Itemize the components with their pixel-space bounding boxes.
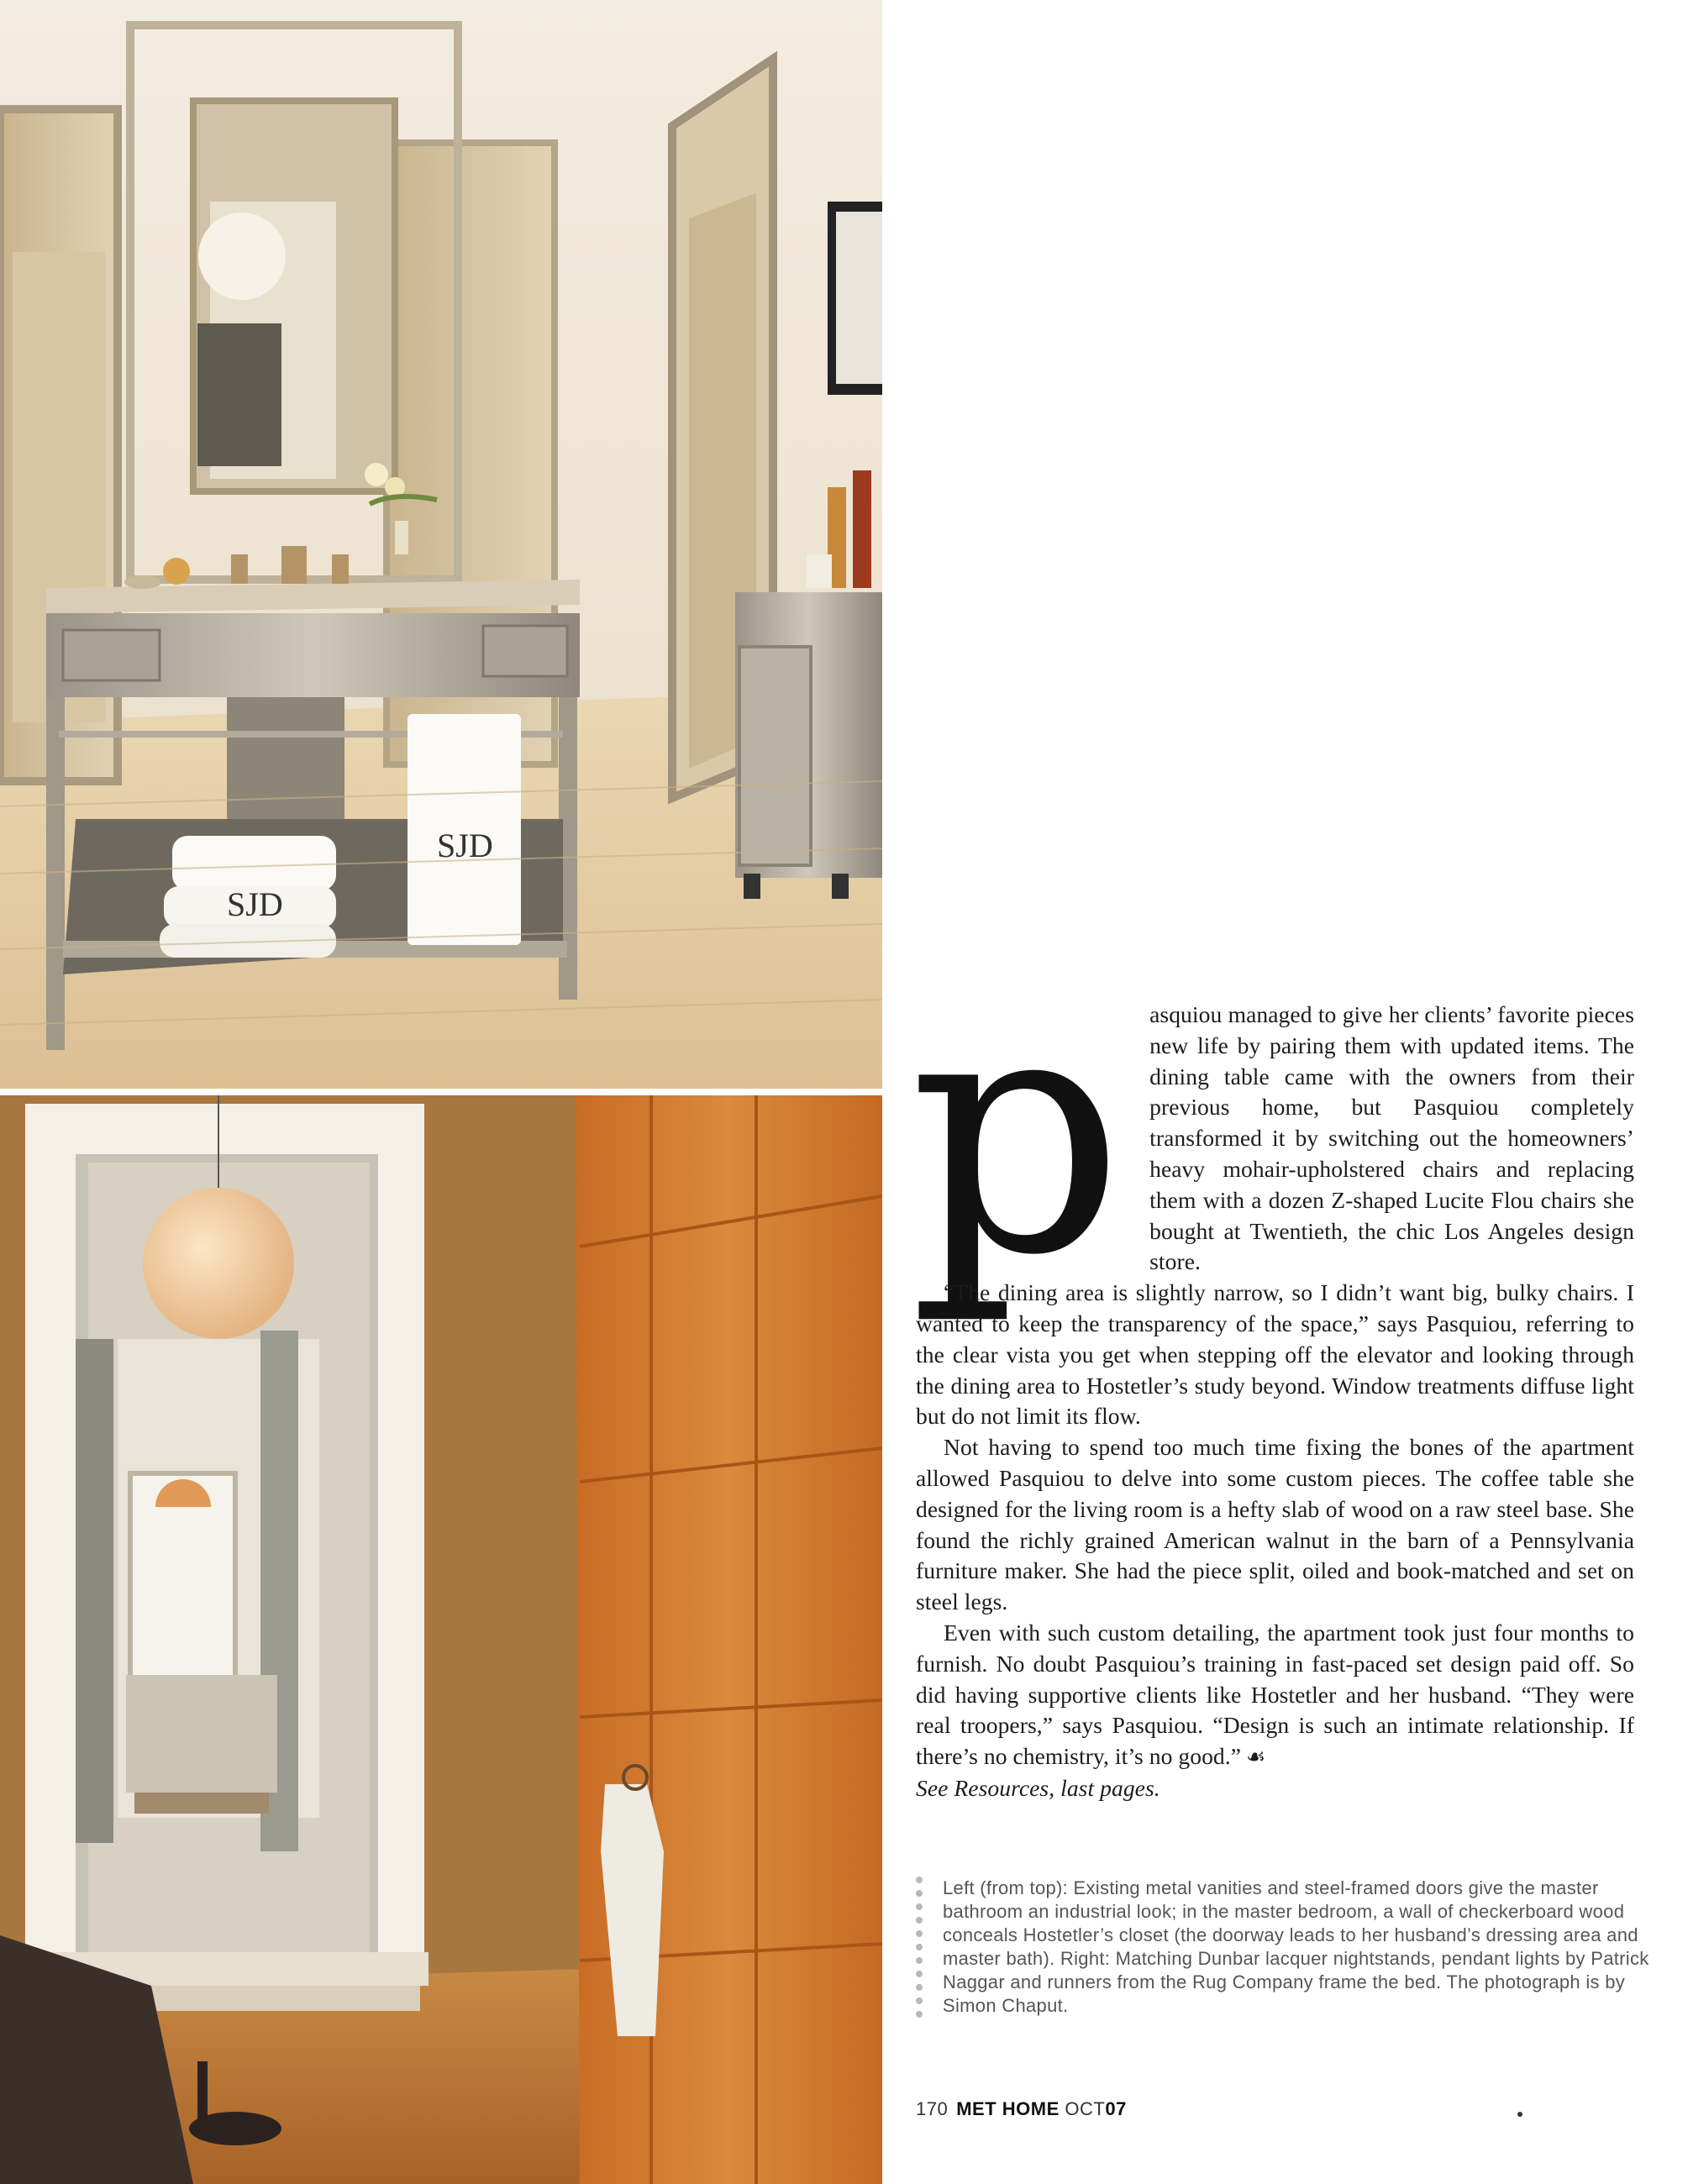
article-body [909,938,1634,1804]
resources-note: See Resources, last pages. [916,1774,1160,1801]
end-mark-icon: ☙ [1246,1745,1266,1770]
issue-year: 07 [1105,2098,1127,2119]
svg-text:SJD: SJD [227,885,283,923]
magazine-name: MET HOME [956,2098,1060,2119]
article-paragraph: Not having to spend too much time fixing the bones of the apartment allowed Pasquiou to delve into some custom pieces. The coffee table she designed for the living room is a hefty slab of wood on a raw steel base. She found the richly grained American walnut in the barn of a Pennsylvania furniture maker. She had the piece split, oiled and book-matched and set on steel legs. [916,1434,1634,1615]
page-footer [916,2098,1127,2120]
bedroom-closet-photo [0,1095,882,2184]
svg-text:SJD: SJD [437,827,493,864]
photo-caption: Left (from top): Existing metal vanities and steel-framed doors give the master bathroom an industrial look; in the master bedroom, a wall of checkerboard wood conceals Hostetler’s closet (the doorway leads to her husband’s dressing area and master bath). Right: Matching Dunbar lacquer nightstands, pendant lights by Patrick Naggar and runners from the Rug Company frame the bed. The photograph is by Simon Chaput. [916,1877,1661,2018]
page-mark-dot [1517,2112,1522,2117]
issue-month: OCT [1065,2098,1106,2119]
article-paragraph: “The dining area is slightly narrow, so I didn’t want big, bulky chairs. I wanted to keep the transparency of the space,” says Pasquiou, referring to the clear vista you get when stepping off the elevator and looking through the dining area to Hostetler’s study beyond. Window treatments diffuse light but do not limit its flow. [916,1279,1634,1430]
article-paragraph: asquiou managed to give her clients’ favorite pieces new life by pairing them with updated items. The dining table came with the owners from their previous home, but Pasquiou completely transformed it by switching out the homeowners’ heavy mohair-upholstered chairs and replacing them with a dozen Z-shaped Lucite Flou chairs she bought at Twentieth, the chic Los Angeles design store. [1149,1001,1634,1275]
page-number: 170 [916,2098,949,2119]
article-paragraph-text: Even with such custom detailing, the apartment took just four months to furnish. No doubt Pasquiou’s training in fast-paced set design paid off. So did having supportive clients like Hostetler and her husband. “They were real troopers,” says Pasquiou. “Design is such an intimate relationship. If there’s no chemistry, it’s no good.” [916,1619,1634,1770]
drop-cap: p [909,938,1125,1329]
bathroom-photo [0,0,882,1089]
article-paragraph-last [916,1618,1634,1773]
